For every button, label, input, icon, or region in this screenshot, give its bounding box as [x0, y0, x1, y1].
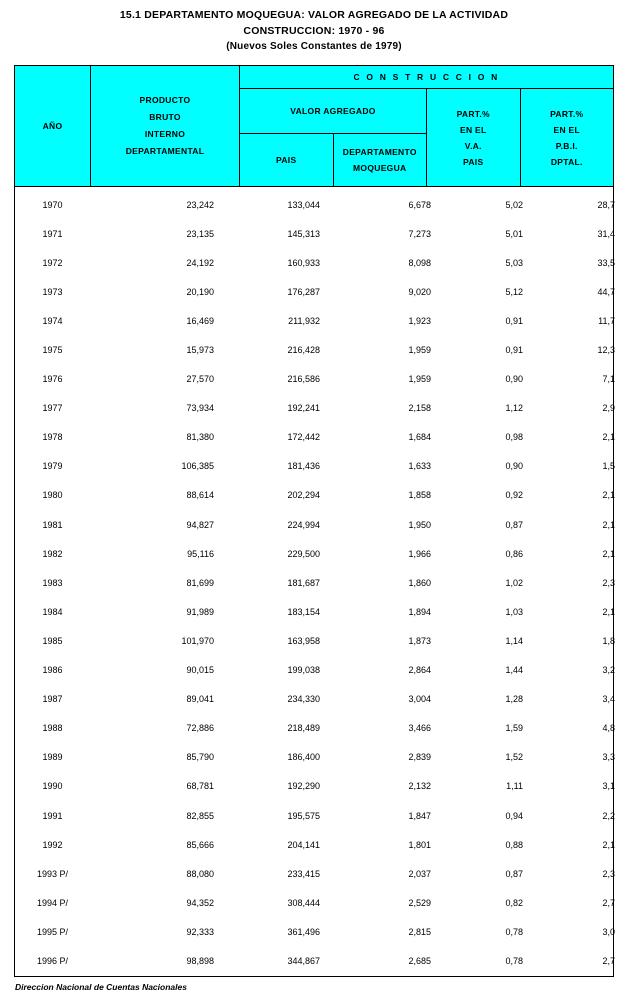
cell-anio: 1973 [42, 286, 63, 297]
cell-anio: 1978 [42, 432, 63, 443]
cell-value: 95,116 [187, 548, 214, 559]
table-header [14, 65, 614, 187]
cell-value: 2,3 [602, 577, 615, 588]
cell-value: 2,1 [602, 519, 615, 530]
cell-value: 1,44 [505, 665, 523, 676]
cell-value: 183,154 [287, 606, 320, 617]
col-header-pais: PAIS [240, 134, 334, 187]
page-title [0, 0, 628, 55]
cell-value: 0,87 [505, 519, 523, 530]
cell-value: 4,8 [602, 723, 615, 734]
cell-value: 2,1 [602, 432, 615, 443]
cell-anio: 1971 [42, 228, 63, 239]
cell-value: 233,415 [287, 868, 320, 879]
cell-value: 94,827 [186, 519, 214, 530]
cell-value: 172,442 [287, 432, 320, 443]
cell-value: 2,839 [408, 752, 431, 763]
title-line-1: 15.1 DEPARTAMENTO MOQUEGUA: VALOR AGREGADO DE LA ACTIVIDAD [119, 9, 509, 21]
cell-value: 176,287 [287, 286, 320, 297]
cell-anio: 1987 [42, 694, 63, 705]
title-line-3: (Nuevos Soles Constantes de 1979) [226, 41, 402, 52]
table-row [15, 510, 628, 539]
cell-value: 192,241 [287, 403, 320, 414]
cell-value: 94,352 [186, 897, 214, 908]
cell-value: 28,7 [597, 199, 615, 210]
cell-value: 192,290 [287, 781, 320, 792]
table-row [15, 917, 628, 946]
table-row [15, 219, 628, 248]
cell-value: 89,041 [186, 694, 214, 705]
cell-value: 1,959 [408, 374, 431, 385]
cell-value: 2,529 [408, 897, 431, 908]
cell-value: 73,934 [186, 403, 214, 414]
part1-line-4: PAIS [463, 156, 484, 167]
part1-line-2: EN EL [459, 124, 487, 135]
cell-value: 1,894 [408, 606, 431, 617]
cell-anio: 1988 [42, 723, 63, 734]
cell-value: 2,7 [602, 955, 615, 966]
cell-value: 211,932 [288, 315, 320, 326]
part2-line-1: PART.% [550, 108, 584, 119]
part1-line-3: V.A. [464, 140, 482, 151]
table-body-container [14, 187, 614, 977]
cell-value: 1,5 [602, 461, 615, 472]
cell-anio: 1983 [42, 577, 63, 588]
cell-value: 1,966 [408, 548, 431, 559]
pbi-line-1: PRODUCTO [139, 95, 191, 105]
cell-value: 88,614 [186, 490, 214, 501]
cell-value: 199,038 [287, 665, 320, 676]
cell-value: 2,685 [408, 955, 431, 966]
dpto-line-1: DEPARTAMENTO [342, 147, 417, 157]
cell-value: 68,781 [186, 781, 214, 792]
cell-value: 3,1 [602, 781, 615, 792]
cell-value: 1,03 [505, 606, 523, 617]
cell-value: 216,428 [287, 345, 320, 356]
cell-value: 0,98 [505, 432, 523, 443]
cell-value: 85,666 [186, 839, 214, 850]
cell-value: 2,132 [408, 781, 431, 792]
table-row [15, 423, 628, 452]
cell-anio: 1989 [42, 752, 63, 763]
cell-value: 91,989 [186, 606, 214, 617]
table-row [15, 277, 628, 306]
cell-value: 0,91 [505, 315, 523, 326]
table-row [15, 568, 628, 597]
table-row [15, 452, 628, 481]
cell-value: 2,9 [602, 403, 615, 414]
cell-value: 0,86 [505, 548, 523, 559]
cell-value: 1,14 [505, 635, 523, 646]
cell-value: 224,994 [287, 519, 320, 530]
cell-anio: 1995 P/ [36, 926, 69, 937]
cell-value: 24,192 [186, 257, 214, 268]
cell-value: 1,684 [408, 432, 431, 443]
cell-value: 106,385 [181, 461, 214, 472]
cell-value: 7,273 [408, 228, 431, 239]
table-row [15, 685, 628, 714]
cell-value: 2,7 [602, 897, 615, 908]
table-row [15, 859, 628, 888]
cell-value: 15,973 [186, 345, 214, 356]
part2-line-4: DPTAL. [550, 156, 583, 167]
cell-value: 133,044 [287, 199, 320, 210]
cell-value: 1,52 [505, 752, 523, 763]
cell-value: 0,90 [505, 461, 523, 472]
cell-value: 82,855 [186, 810, 214, 821]
data-table [15, 187, 628, 976]
cell-anio: 1992 [42, 839, 63, 850]
cell-value: 9,020 [408, 286, 431, 297]
table-row [15, 335, 628, 364]
cell-value: 1,28 [505, 694, 523, 705]
cell-value: 8,098 [408, 257, 431, 268]
cell-value: 33,5 [597, 257, 615, 268]
cell-value: 92,333 [186, 926, 214, 937]
dpto-line-2: MOQUEGUA [353, 163, 407, 173]
cell-value: 2,1 [602, 839, 615, 850]
cell-value: 181,687 [287, 577, 320, 588]
col-header-part-va-pais [427, 89, 521, 187]
cell-anio: 1990 [42, 781, 63, 792]
cell-value: 1,959 [408, 345, 431, 356]
cell-anio: 1984 [42, 606, 63, 617]
cell-value: 2,864 [408, 665, 431, 676]
cell-value: 2,3 [602, 868, 615, 879]
table-row [15, 946, 628, 975]
cell-value: 202,294 [287, 490, 320, 501]
cell-value: 1,923 [408, 315, 431, 326]
cell-anio: 1974 [42, 315, 63, 326]
cell-value: 195,575 [287, 810, 320, 821]
data-rows [15, 187, 628, 976]
table-row [15, 801, 628, 830]
cell-anio: 1981 [42, 519, 63, 530]
cell-value: 1,950 [408, 519, 431, 530]
cell-value: 163,958 [287, 635, 320, 646]
cell-anio: 1980 [42, 490, 63, 501]
title-line-2: CONSTRUCCION: 1970 - 96 [243, 25, 385, 37]
col-header-valor-agregado: VALOR AGREGADO [240, 89, 427, 134]
cell-value: 88,080 [186, 868, 214, 879]
table-row [15, 306, 628, 335]
cell-value: 0,88 [505, 839, 523, 850]
cell-value: 308,444 [287, 897, 320, 908]
cell-anio: 1977 [42, 403, 63, 414]
cell-value: 229,500 [287, 548, 320, 559]
footer-note: Direccion Nacional de Cuentas Nacionales [15, 981, 187, 992]
cell-value: 344,867 [287, 955, 320, 966]
cell-value: 11,7 [598, 315, 615, 326]
cell-value: 3,0 [602, 926, 615, 937]
table-row [15, 248, 628, 277]
table-row [15, 888, 628, 917]
cell-value: 81,699 [186, 577, 214, 588]
cell-value: 1,858 [408, 490, 431, 501]
cell-value: 1,873 [408, 635, 431, 646]
cell-value: 44,7 [597, 286, 615, 297]
cell-value: 1,59 [505, 723, 523, 734]
cell-value: 3,3 [602, 752, 615, 763]
cell-anio: 1975 [42, 345, 63, 356]
cell-value: 216,586 [287, 374, 320, 385]
cell-value: 72,886 [186, 723, 214, 734]
cell-value: 145,313 [287, 228, 320, 239]
cell-value: 218,489 [287, 723, 320, 734]
col-header-anio: AÑO [15, 66, 91, 187]
cell-value: 181,436 [287, 461, 320, 472]
cell-value: 0,91 [505, 345, 523, 356]
cell-anio: 1985 [42, 635, 63, 646]
cell-anio: 1982 [42, 548, 63, 559]
cell-value: 101,970 [181, 635, 214, 646]
cell-anio: 1976 [42, 374, 63, 385]
cell-value: 3,2 [602, 665, 615, 676]
col-header-construccion: C O N S T R U C C I O N [240, 66, 614, 89]
cell-value: 186,400 [287, 752, 320, 763]
table-row [15, 187, 628, 219]
table-row [15, 772, 628, 801]
cell-anio: 1979 [42, 461, 63, 472]
cell-anio: 1993 P/ [36, 868, 69, 879]
cell-value: 12,3 [597, 345, 615, 356]
cell-value: 85,790 [186, 752, 214, 763]
pbi-line-3: INTERNO [144, 129, 186, 139]
table-row [15, 830, 628, 859]
table-row [15, 481, 628, 510]
cell-value: 5,12 [505, 286, 523, 297]
cell-value: 1,02 [505, 577, 523, 588]
cell-value: 5,02 [505, 199, 523, 210]
cell-anio: 1994 P/ [36, 897, 69, 908]
cell-value: 0,92 [505, 490, 523, 501]
cell-value: 23,242 [186, 199, 214, 210]
cell-value: 20,190 [186, 286, 214, 297]
cell-anio: 1970 [42, 199, 63, 210]
col-header-part-pbi-dptal [520, 89, 614, 187]
cell-value: 1,8 [602, 635, 615, 646]
cell-value: 6,678 [408, 199, 431, 210]
cell-value: 98,898 [186, 955, 214, 966]
cell-value: 2,815 [408, 926, 431, 937]
table-row [15, 743, 628, 772]
cell-value: 0,78 [505, 926, 523, 937]
cell-value: 2,1 [602, 548, 615, 559]
cell-value: 0,78 [505, 955, 523, 966]
cell-value: 90,015 [186, 665, 214, 676]
cell-value: 1,633 [408, 461, 431, 472]
pbi-line-2: BRUTO [149, 112, 181, 122]
cell-value: 1,847 [408, 810, 431, 821]
cell-anio: 1972 [42, 257, 63, 268]
table-row [15, 714, 628, 743]
cell-value: 361,496 [287, 926, 320, 937]
cell-value: 1,11 [506, 781, 523, 792]
cell-value: 2,158 [408, 403, 431, 414]
part1-line-1: PART.% [456, 108, 490, 119]
cell-value: 0,90 [505, 374, 523, 385]
cell-anio: 1996 P/ [36, 955, 69, 966]
pbi-line-4: DEPARTAMENTAL [125, 146, 205, 156]
part2-line-3: P.B.I. [555, 140, 578, 151]
cell-value: 2,1 [602, 606, 615, 617]
col-header-departamento-moquegua [333, 134, 427, 187]
cell-anio: 1991 [42, 810, 63, 821]
cell-value: 2,037 [408, 868, 431, 879]
cell-value: 1,801 [408, 839, 431, 850]
cell-value: 31,4 [597, 228, 615, 239]
cell-value: 2,1 [602, 490, 615, 501]
cell-anio: 1986 [42, 665, 63, 676]
cell-value: 204,141 [287, 839, 320, 850]
cell-value: 160,933 [287, 257, 320, 268]
table-row [15, 394, 628, 423]
cell-value: 1,12 [505, 403, 523, 414]
cell-value: 5,03 [505, 257, 523, 268]
cell-value: 3,4 [602, 694, 615, 705]
cell-value: 3,004 [408, 694, 431, 705]
part2-line-2: EN EL [553, 124, 581, 135]
cell-value: 5,01 [505, 228, 523, 239]
cell-value: 23,135 [186, 228, 214, 239]
table-row [15, 365, 628, 394]
table-row [15, 597, 628, 626]
cell-value: 2,2 [602, 810, 615, 821]
cell-value: 3,466 [408, 723, 431, 734]
table-row [15, 656, 628, 685]
cell-value: 81,380 [186, 432, 214, 443]
cell-value: 0,82 [505, 897, 523, 908]
table-row [15, 626, 628, 655]
cell-value: 1,860 [408, 577, 431, 588]
cell-value: 27,570 [186, 374, 214, 385]
cell-value: 16,469 [186, 315, 214, 326]
col-header-pbi [91, 66, 240, 187]
cell-value: 0,94 [505, 810, 523, 821]
table-row [15, 539, 628, 568]
cell-value: 234,330 [287, 694, 320, 705]
cell-value: 0,87 [505, 868, 523, 879]
cell-value: 7,1 [602, 374, 615, 385]
